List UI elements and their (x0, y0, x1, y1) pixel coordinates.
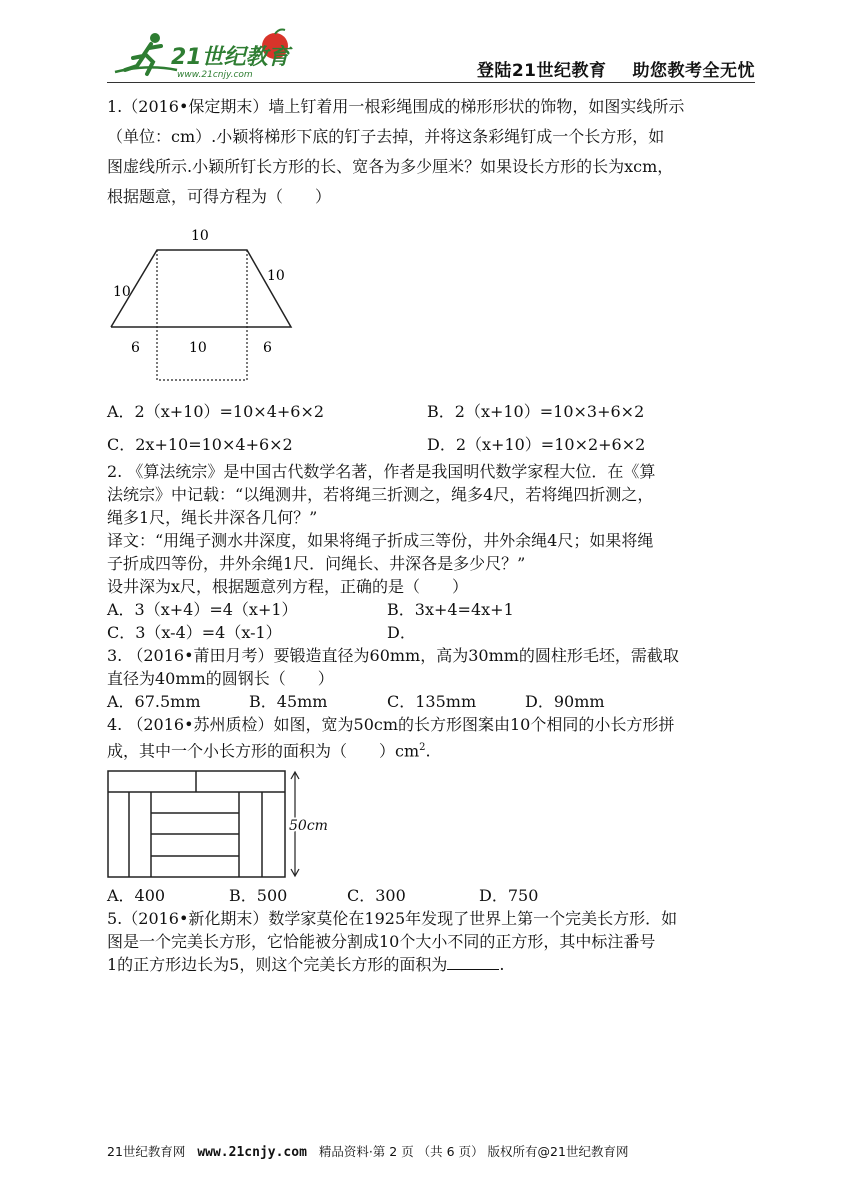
label-bottom-left: 6 (131, 340, 140, 356)
label-left: 10 (113, 284, 131, 300)
footer-info: 精品资料·第 2 页 （共 6 页） 版权所有@21世纪教育网 (318, 1144, 629, 1159)
q1-option-d: D．2（x+10）=10×2+6×2 (427, 435, 646, 454)
logo-url: www.21cnjy.com (177, 70, 253, 80)
q1-option-a: A．2（x+10）=10×4+6×2 (107, 402, 325, 421)
answer-blank (447, 953, 499, 970)
q5-line: 5.（2016•新化期末）数学家莫伦在1925年发现了世界上第一个完美长方形．如 (107, 909, 678, 929)
page-footer (107, 1142, 757, 1160)
slogan-right: 助您教考全无忧 (632, 61, 755, 81)
q2-option-b: B．3x+4=4x+1 (387, 600, 514, 619)
q2-line: 译文：“用绳子测水井深度，如果将绳子折成三等份，井外余绳4尺；如果将绳 (107, 531, 654, 550)
q3-line: 直径为40mm的圆钢长（ ） (107, 669, 334, 688)
q3-option-a: A．67.5mm (107, 692, 201, 711)
label-bottom-middle: 10 (189, 340, 207, 356)
q3-options-row (107, 690, 757, 713)
q1-line: 1.（2016•保定期末）墙上钉着用一根彩绳围成的梯形形状的饰物，如图实线所示 (107, 97, 685, 116)
q1-line: （单位：cm）.小颖将梯形下底的钉子去掉，并将这条彩绳钉成一个长方形，如 (107, 127, 665, 146)
label-top: 10 (191, 228, 209, 244)
q5-line (107, 953, 757, 976)
q5-text-end: . (499, 955, 505, 975)
header-divider (107, 82, 755, 83)
rectangle-pattern-figure (107, 770, 347, 882)
q4-text: 成，其中一个小长方形的面积为（ ）cm (107, 741, 420, 761)
q2-option-c: C．3（x-4）=4（x-1） (107, 623, 282, 642)
question-3 (107, 644, 757, 713)
trapezoid (111, 250, 291, 327)
q1-option-c: C．2x+10=10×4+6×2 (107, 435, 293, 454)
q2-line: 子折成四等份，井外余绳1尺．问绳长、井深各是多少尺？” (107, 554, 526, 573)
q5-line: 图是一个完美长方形，它恰能被分割成10个大小不同的正方形，其中标注番号 (107, 932, 656, 952)
q2-line: 法统宗》中记载：“以绳测井，若将绳三折测之，绳多4尺，若将绳四折测之， (107, 485, 654, 504)
q2-line: 设井深为x尺，根据题意列方程，正确的是（ ） (107, 577, 469, 596)
q2-options-row (107, 598, 757, 621)
q2-options-row (107, 621, 757, 644)
rectangle-pattern (108, 771, 285, 877)
q4-superscript: 2 (419, 742, 426, 753)
question-4 (107, 713, 757, 907)
q3-option-b: B．45mm (249, 692, 328, 711)
label-right: 10 (267, 268, 285, 284)
q2-line: 绳多1尺，绳长井深各几何？” (107, 508, 318, 527)
dashed-rectangle (157, 250, 247, 380)
slogan-left: 登陆21世纪教育 (476, 61, 607, 81)
q4-line (107, 736, 757, 762)
logo-text: 21世纪教育 (171, 45, 290, 70)
q3-line: 3. （2016•莆田月考）要锻造直径为60mm，高为30mm的圆柱形毛坯，需截取 (107, 646, 679, 665)
page-header (107, 26, 755, 82)
question-5 (107, 907, 757, 976)
q1-options-row (107, 427, 757, 460)
q1-options-row (107, 394, 757, 427)
q4-text-end: . (425, 741, 431, 761)
question-1 (107, 92, 757, 460)
question-2 (107, 460, 757, 644)
q4-option-c: C．300 (347, 886, 406, 906)
trapezoid-figure (107, 216, 307, 388)
q3-option-d: D．90mm (525, 692, 605, 711)
q4-line: 4. （2016•苏州质检）如图，宽为50cm的长方形图案由10个相同的小长方形拼 (107, 715, 675, 734)
q4-option-b: B．500 (229, 886, 288, 906)
q1-line: 图虚线所示.小颖所钉长方形的长、宽各为多少厘米？如果设长方形的长为xcm， (107, 157, 674, 176)
q2-option-d: D． (387, 623, 416, 642)
q2-line: 2. 《算法统宗》是中国古代数学名著，作者是我国明代数学家程大位．在《算 (107, 462, 656, 481)
q1-option-b: B．2（x+10）=10×3+6×2 (427, 402, 645, 421)
q4-option-d: D．750 (479, 886, 539, 906)
footer-url: www.21cnjy.com (197, 1145, 307, 1160)
q2-option-a: A．3（x+4）=4（x+1） (107, 600, 298, 619)
q4-options-row (107, 884, 757, 907)
q1-line: 根据题意，可得方程为（ ） (107, 187, 332, 206)
header-slogan (477, 56, 755, 81)
footer-site: 21世纪教育网 (107, 1144, 186, 1159)
page-content (107, 92, 757, 976)
label-bottom-right: 6 (263, 340, 272, 356)
dimension-label: 50cm (289, 818, 328, 835)
q5-text: 1的正方形边长为5，则这个完美长方形的面积为 (107, 955, 448, 975)
logo (107, 26, 307, 80)
runner-icon (115, 33, 177, 74)
q4-option-a: A．400 (107, 886, 166, 906)
q3-option-c: C．135mm (387, 692, 477, 711)
